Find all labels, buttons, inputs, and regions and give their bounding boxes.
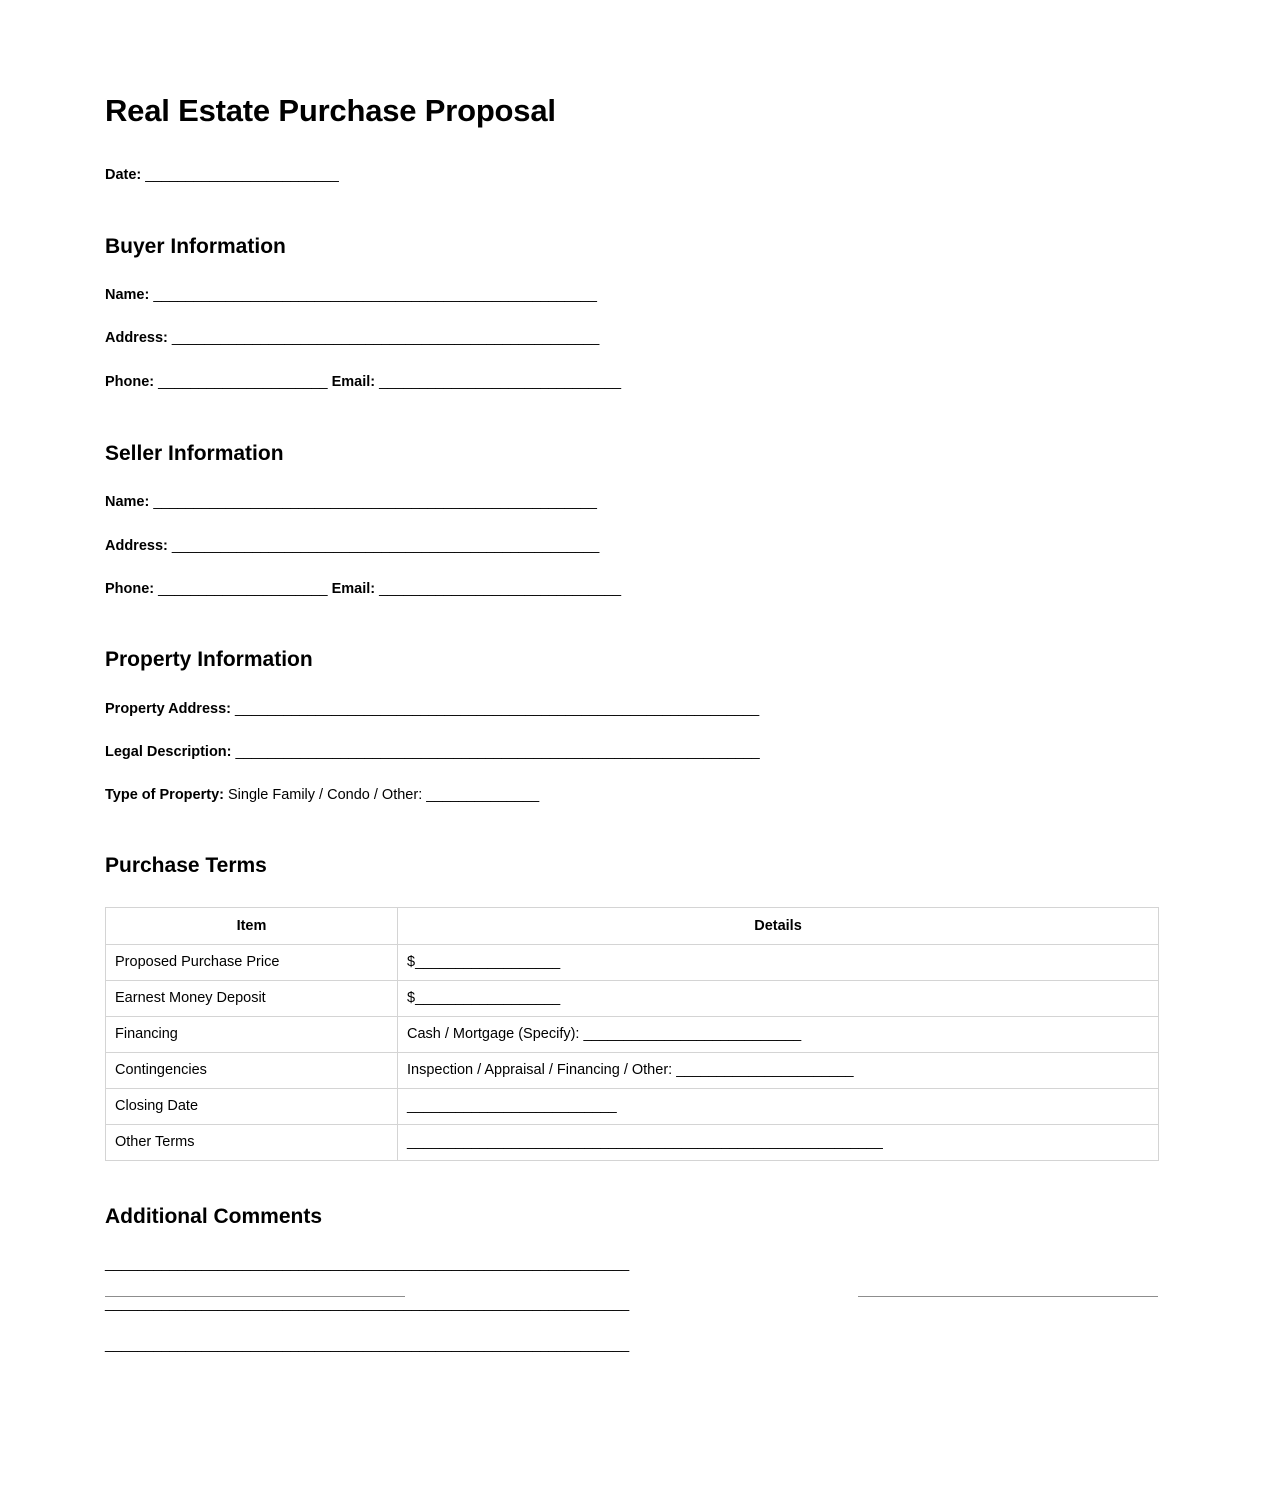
comment-line-blank[interactable]: _________________________________________________________________ — [105, 1255, 630, 1272]
property-type-row — [105, 787, 1158, 804]
table-row — [106, 980, 1159, 1016]
section-heading-property: Property Information — [105, 648, 313, 672]
seller-phone-label: Phone: — [105, 581, 155, 598]
legal-description-label: Legal Description: — [105, 743, 232, 760]
table-row — [106, 1052, 1159, 1088]
seller-name-row — [105, 494, 1158, 511]
buyer-name-row — [105, 287, 1158, 304]
page-title: Real Estate Purchase Proposal — [105, 93, 556, 128]
property-type-options: Single Family / Condo / Other: — [228, 787, 423, 804]
buyer-name-blank[interactable]: _______________________________________________________ — [153, 287, 597, 304]
comment-line-blank[interactable]: _________________________________________________________________ — [105, 1336, 630, 1353]
term-item-label: Earnest Money Deposit — [106, 980, 398, 1016]
seller-address-row — [105, 538, 1158, 555]
buyer-email-blank[interactable]: ______________________________ — [379, 373, 622, 390]
legal-description-blank[interactable]: _________________________________________________________________ — [235, 743, 760, 760]
term-detail-blank[interactable]: __________________________ — [398, 1088, 1159, 1124]
signature-area — [105, 1296, 1158, 1297]
section-heading-purchase-terms: Purchase Terms — [105, 853, 267, 877]
buyer-email-label: Email: — [331, 373, 376, 390]
seller-name-blank[interactable]: _______________________________________________________ — [153, 494, 597, 511]
date-blank[interactable]: ________________________ — [145, 166, 339, 183]
property-address-row — [105, 701, 1158, 718]
seller-phone-email-row — [105, 581, 1158, 598]
term-item-label: Contingencies — [106, 1052, 398, 1088]
buyer-address-blank[interactable]: _____________________________________________________ — [171, 330, 600, 347]
term-item-label: Other Terms — [106, 1124, 398, 1160]
property-type-blank[interactable]: ______________ — [426, 787, 540, 804]
date-label: Date: — [105, 166, 142, 183]
term-item-label: Closing Date — [106, 1088, 398, 1124]
term-detail-blank[interactable]: $__________________ — [398, 944, 1159, 980]
buyer-phone-email-row — [105, 374, 1158, 391]
column-header-item: Item — [106, 907, 398, 944]
table-row — [106, 1016, 1159, 1052]
seller-address-label: Address: — [105, 537, 168, 554]
term-detail-blank[interactable]: $__________________ — [398, 980, 1159, 1016]
property-type-label: Type of Property: — [105, 787, 224, 804]
section-heading-buyer: Buyer Information — [105, 234, 286, 258]
table-row — [106, 1088, 1159, 1124]
signature-line-left[interactable] — [105, 1296, 405, 1297]
term-item-label: Proposed Purchase Price — [106, 944, 398, 980]
seller-email-label: Email: — [331, 581, 376, 598]
table-row — [106, 1124, 1159, 1160]
section-heading-seller: Seller Information — [105, 442, 284, 466]
buyer-phone-label: Phone: — [105, 373, 155, 390]
comment-line-blank[interactable]: _________________________________________________________________ — [105, 1296, 630, 1313]
buyer-name-label: Name: — [105, 287, 150, 304]
table-row — [106, 944, 1159, 980]
column-header-details: Details — [398, 907, 1159, 944]
property-address-blank[interactable]: _________________________________________________________________ — [235, 700, 760, 717]
purchase-terms-table — [105, 907, 1159, 1161]
term-detail-blank[interactable]: Cash / Mortgage (Specify): ___________________________ — [398, 1016, 1159, 1052]
buyer-address-label: Address: — [105, 330, 168, 347]
seller-email-blank[interactable]: ______________________________ — [379, 581, 622, 598]
section-heading-additional-comments: Additional Comments — [105, 1204, 323, 1228]
date-field-row — [105, 167, 1158, 184]
buyer-phone-blank[interactable]: _____________________ — [158, 373, 328, 390]
seller-phone-blank[interactable]: _____________________ — [158, 581, 328, 598]
term-item-label: Financing — [106, 1016, 398, 1052]
term-detail-blank[interactable]: ___________________________________________________________ — [398, 1124, 1159, 1160]
term-detail-blank[interactable]: Inspection / Appraisal / Financing / Other: ______________________ — [398, 1052, 1159, 1088]
table-header-row — [106, 907, 1159, 944]
seller-address-blank[interactable]: _____________________________________________________ — [171, 537, 600, 554]
seller-name-label: Name: — [105, 494, 150, 511]
buyer-address-row — [105, 330, 1158, 347]
additional-comments-lines — [105, 1256, 1158, 1354]
legal-description-row — [105, 744, 1158, 761]
property-address-label: Property Address: — [105, 700, 231, 717]
signature-line-right[interactable] — [858, 1296, 1158, 1297]
